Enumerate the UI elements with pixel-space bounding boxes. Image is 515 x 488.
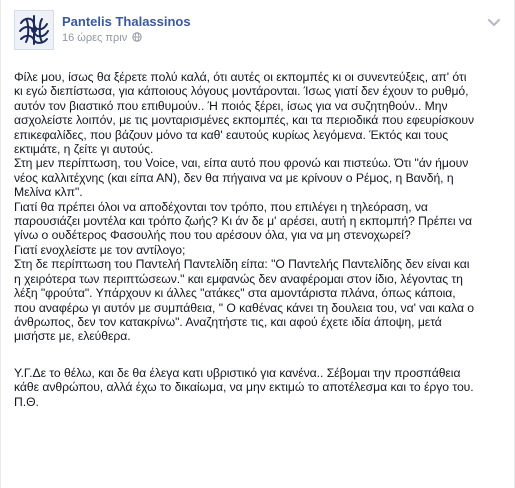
band-logo-icon[interactable]	[14, 10, 54, 50]
post-text-line: που αναφέρω γι αυτόν με συμπάθεια, " Ο καθένας κάνει τη δουλεια του, να' ναι καλα ο	[14, 300, 475, 315]
post-text-line: Στη δε περίπτωση του Παντελή Παντελίδη είπα: "Ο Παντελής Παντελίδης δεν είναι και	[14, 257, 470, 272]
post-text-line: κάθε ανθρώπου, αλλά έχω το δικαίωμα, να μην εκτιμώ το αποτέλεσμα και το έργο του.	[14, 380, 474, 395]
post-text-line: η χειρότερα των περιπτώσεων." και εμφανώς δεν αναφέρομαι στον ίδιο, λέγοντας τη	[14, 271, 463, 286]
post-text-line: Στη μεν περίπτωση, του Voice, ναι, είπα αυτό που φρονώ και πιστεύω. Ότι "άν ήμουν	[14, 156, 469, 171]
post-text-line: νέος καλλιτέχνης (και είπα ΑΝ), δεν θα πήγαινα να με κρίνουν ο Ρέμος, η Βανδή, η	[14, 170, 454, 185]
post-text-line: παρουσιάζει μοντέλα και τρόπο ζωής? Κι άν δε μ' αρέσει, αυτή η εκπομπή? Πρέπει να	[14, 214, 472, 229]
post-text-line: άνθρωπος, δεν τον κατακρίνω". Αναζητήστε τις, και αφού έχετε ιδία άποψη, μετά	[14, 314, 442, 329]
author-name-link[interactable]: Pantelis Thalassinos	[62, 14, 191, 29]
timestamp-text[interactable]: 16 ώρες πριν	[62, 32, 128, 44]
post-text-line: κι εγώ διεπίστωσα, για κάποιους λόγους μοντάρονται. Ίσως γιατί δεν έχουν το ρυθμό,	[14, 84, 469, 99]
post-text-line: Γιατί θα πρέπει όλοι να αποδέχονται τον τρόπο, που επιλέγει η τηλεόραση, να	[14, 199, 428, 214]
post-text-line: επικεφαλίδες, που βάζουν μόνο τα καθ' εαυτούς κυρίως λεγόμενα. Έκτός και τους	[14, 127, 449, 142]
post-text-line: Γιατί ενοχλείστε με τον αντίλογο;	[14, 242, 186, 257]
chevron-down-icon[interactable]	[487, 16, 501, 28]
post-text-line: γίνω ο ουδέτερος Φασουλής που του αρέσουν όλα, για να μη στενοχωρεί?	[14, 228, 411, 243]
post-text-line: μισήστε με, ελεύθερα.	[14, 329, 131, 344]
post-timestamp	[62, 32, 142, 44]
globe-icon[interactable]	[132, 32, 142, 42]
post-text-line: λέξη "φρούτα". Υπάρχουν κι άλλες "ατάκες" στα αμοντάριστα πλάνα, όπως κάποια,	[14, 286, 456, 301]
post-text-line: εκτιμάτε, η ζείτε γι αυτούς.	[14, 142, 154, 157]
post-text-line: Υ.Γ.Δε το θέλω, και δε θα έλεγα κατι υβριστικό για κανένα.. Σέβομαι την προσπάθεια	[14, 365, 461, 380]
post-text-line: Φίλε μου, ίσως θα ξέρετε πολύ καλά, ότι αυτές οι εκπομπές κι οι συνεντεύξεις, απ' ότι	[14, 70, 467, 84]
paragraph-spacer	[14, 344, 503, 366]
post-text-line: ασχολείστε λοιπόν, με τις μονταρισμένες εκπομπές, και τα περιοδικά που εφευρίσκουν	[14, 113, 475, 128]
post-header	[14, 10, 501, 50]
post-text-line: Μελίνα κλπ".	[14, 185, 83, 200]
post-signature: Π.Θ.	[14, 394, 39, 409]
post-body	[14, 70, 503, 409]
post-text-line: αυτόν τον βιαστικό που επιθυμούν.. Ή ποιός ξέρει, ίσως για να συζητηθούν.. Μην	[14, 98, 448, 113]
